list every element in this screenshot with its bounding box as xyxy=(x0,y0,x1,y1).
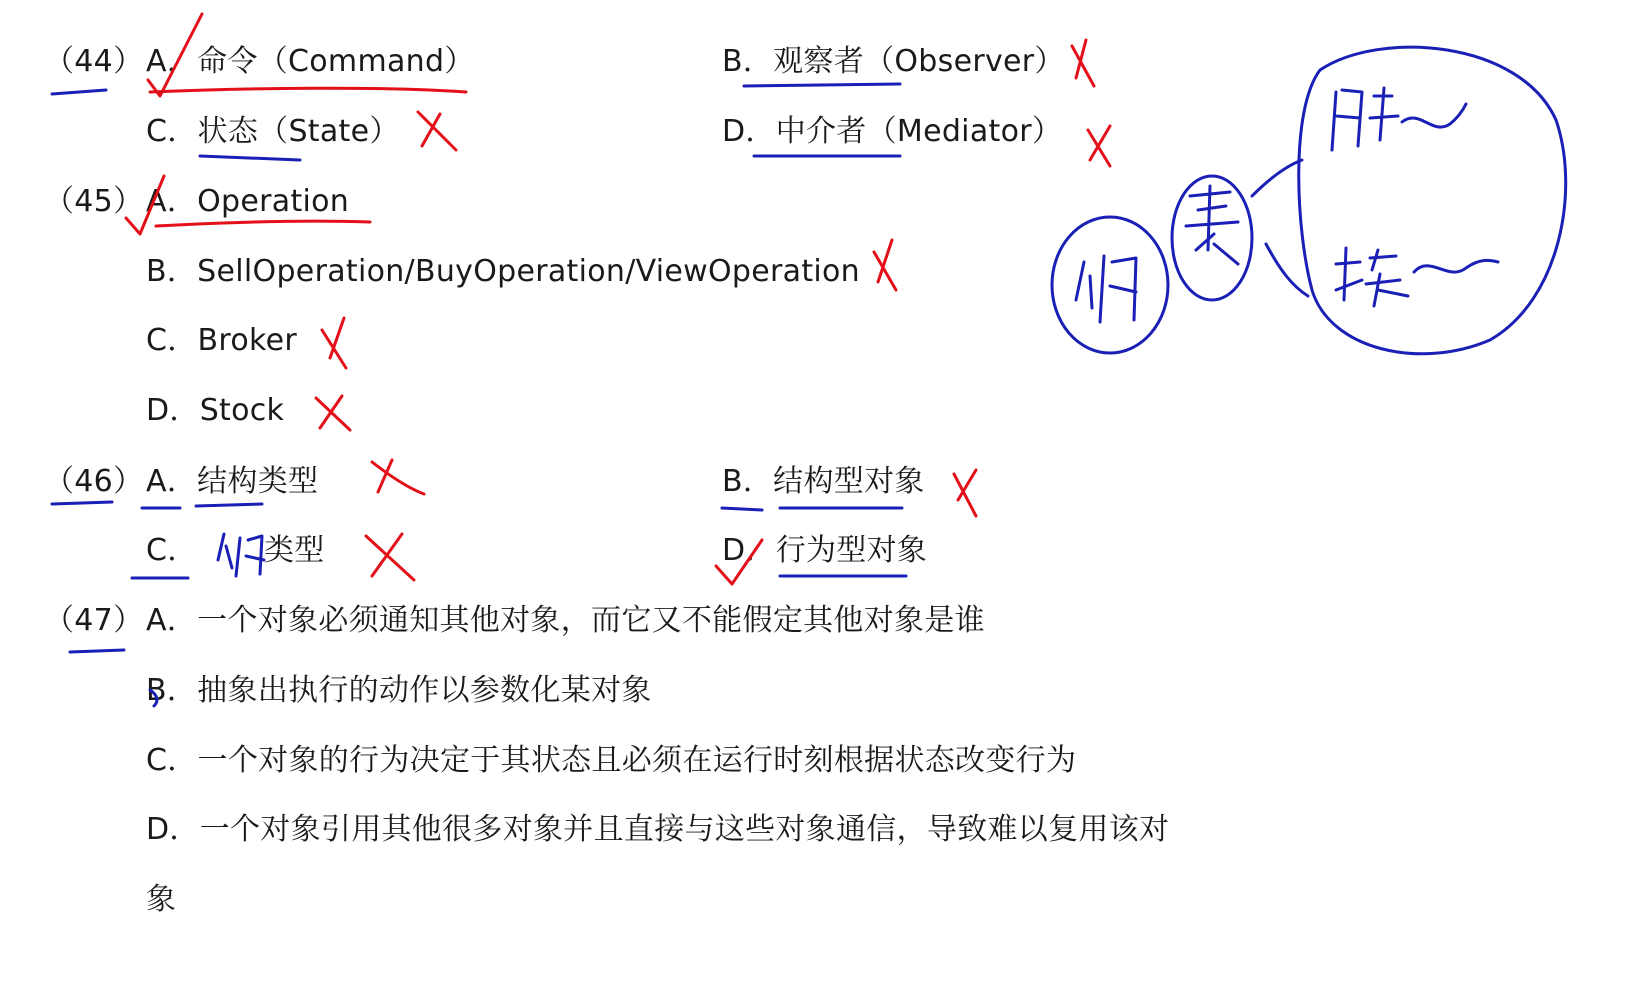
option-47-d-wrap: 象 xyxy=(146,882,177,917)
option-45-b: B．SellOperation/BuyOperation/ViewOperation xyxy=(146,254,860,289)
question-number-46: （46） xyxy=(44,464,144,499)
cross-mark-45d xyxy=(316,396,350,430)
cross-mark-46c xyxy=(366,534,414,580)
option-47-d: D．一个对象引用其他很多对象并且直接与这些对象通信，导致难以复用该对 xyxy=(146,812,1170,847)
underline-45a xyxy=(156,221,370,226)
underline-47-number xyxy=(70,650,124,652)
cross-mark-46b xyxy=(954,470,976,516)
option-44-b: B．观察者（Observer） xyxy=(722,44,1065,79)
underline-46b-letter xyxy=(722,508,762,510)
underline-44c xyxy=(200,156,300,160)
underline-44a xyxy=(150,88,466,92)
option-44-c: C．状态（State） xyxy=(146,114,400,149)
option-46-b: B．结构型对象 xyxy=(722,464,925,499)
connector-upper xyxy=(1252,160,1302,196)
option-47-c: C．一个对象的行为决定于其状态且必须在运行时刻根据状态改变行为 xyxy=(146,743,1077,778)
option-46-c-rest: 类型 xyxy=(264,533,325,568)
underline-44-number xyxy=(52,90,106,94)
cross-mark-45b xyxy=(874,240,896,290)
option-44-a: A．命令（Command） xyxy=(146,44,475,79)
circle-lei xyxy=(1172,176,1252,300)
handwritten-jie2 xyxy=(1336,248,1408,306)
cross-mark-46a xyxy=(372,460,424,494)
question-number-44: （44） xyxy=(44,44,144,79)
option-45-a: A．Operation xyxy=(146,184,350,219)
tilde-jie xyxy=(1402,104,1466,127)
underline-44b xyxy=(744,84,900,86)
question-number-47: （47） xyxy=(44,603,144,638)
option-45-c: C．Broker xyxy=(146,323,298,358)
option-46-d: D．行为型对象 xyxy=(722,533,928,568)
connector-lower xyxy=(1266,244,1308,296)
big-circle-jie-jie xyxy=(1299,47,1566,354)
cross-mark-44b xyxy=(1072,40,1094,86)
option-44-d: D．中介者（Mediator） xyxy=(722,114,1063,149)
cross-mark-44c xyxy=(418,112,456,150)
cross-mark-45c xyxy=(322,318,346,368)
option-46-a: A．结构类型 xyxy=(146,464,319,499)
circle-na xyxy=(1052,217,1168,353)
cross-mark-44d xyxy=(1088,126,1110,166)
question-number-45: （45） xyxy=(44,184,144,219)
underline-46a-text xyxy=(196,504,262,506)
option-47-b: B．抽象出执行的动作以参数化某对象 xyxy=(146,673,652,708)
option-47-a: A．一个对象必须通知其他对象，而它又不能假定其他对象是谁 xyxy=(146,603,985,638)
option-46-c: C． xyxy=(146,533,198,568)
tilde-jie2 xyxy=(1414,260,1498,272)
underline-46-number xyxy=(52,502,112,504)
handwritten-jie xyxy=(1332,88,1398,150)
handwritten-lei xyxy=(1186,186,1238,264)
handwritten-na-46c xyxy=(218,534,264,576)
handwritten-na xyxy=(1076,256,1136,322)
option-45-d: D．Stock xyxy=(146,393,285,428)
